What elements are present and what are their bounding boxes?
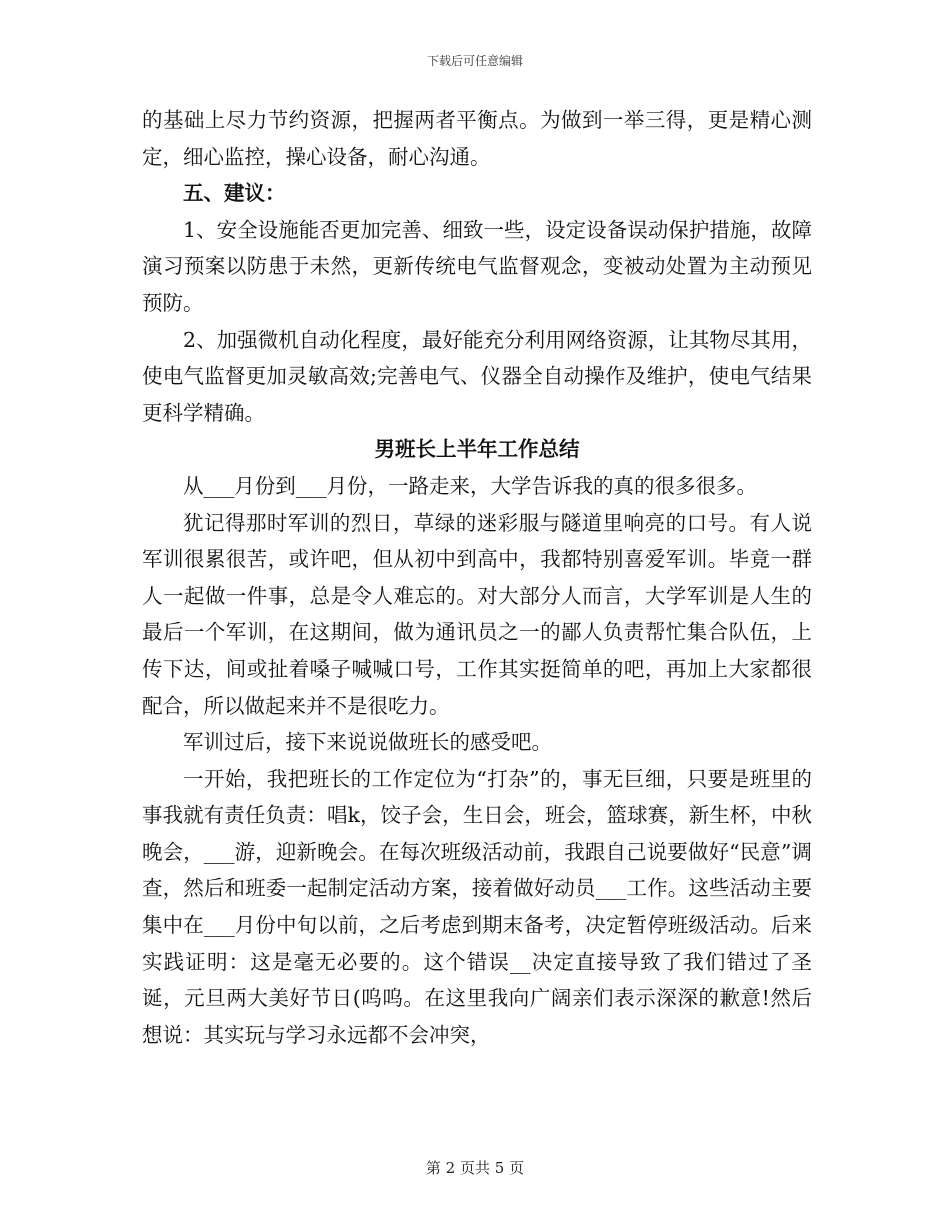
page-header: 下载后可任意编辑 (426, 54, 523, 68)
page-footer: 第 2 页共 5 页 (425, 1159, 525, 1177)
intro-paragraph: 从___月份到___月份，一路走来，大学告诉我的真的很多很多。 (183, 473, 757, 498)
transition-paragraph: 军训过后，接下来说说做班长的感受吧。 (183, 730, 552, 755)
article-title: 男班长上半年工作总结 (374, 437, 580, 462)
suggestion-1-paragraph: 1、安全设施能否更加完善、细致一些，设定设备误动保护措施，故障演习预案以防患于未然，更新传统电气监督观念，变被动处置为主动预见预防。 (142, 217, 812, 315)
document-body (142, 102, 812, 1053)
section-heading-suggestions: 五、建议： (183, 181, 286, 206)
suggestion-2-paragraph: 2、加强微机自动化程度，最好能充分利用网络资源，让其物尽其用，使电气监督更加灵敏高效;完善电气、仪器全自动操作及维护，使电气结果更科学精确。 (142, 327, 812, 425)
class-monitor-paragraph: 一开始，我把班长的工作定位为“打杂”的，事无巨细，只要是班里的事我就有责任负责：唱k，饺子会，生日会，班会，篮球赛，新生杯，中秋晚会，___游，迎新晚会。在每次班级活动前，我跟自己说要做好“民意”调查，然后和班委一起制定活动方案，接着做好动员___工作。这些活动主要集中在___月份中旬以前，之后考虑到期末备考，决定暂停班级活动。后来实践证明：这是毫无必要的。这个错误__决定直接导致了我们错过了圣诞，元旦两大美好节日(呜呜。在这里我向广阔亲们表示深深的歉意!然后想说：其实玩与学习永远都不会冲突， (142, 766, 812, 1047)
paragraph-continuation: 的基础上尽力节约资源，把握两者平衡点。为做到一举三得，更是精心测定，细心监控，操心设备，耐心沟通。 (142, 108, 812, 169)
military-training-paragraph: 犹记得那时军训的烈日，草绿的迷彩服与隧道里响亮的口号。有人说军训很累很苦，或许吧，但从初中到高中，我都特别喜爱军训。毕竟一群人一起做一件事，总是令人难忘的。对大部分人而言，大学军训是人生的最后一个军训，在这期间，做为通讯员之一的鄙人负责帮忙集合队伍，上传下达，间或扯着嗓子喊喊口号，工作其实挺简单的吧，再加上大家都很配合，所以做起来并不是很吃力。 (142, 510, 812, 718)
